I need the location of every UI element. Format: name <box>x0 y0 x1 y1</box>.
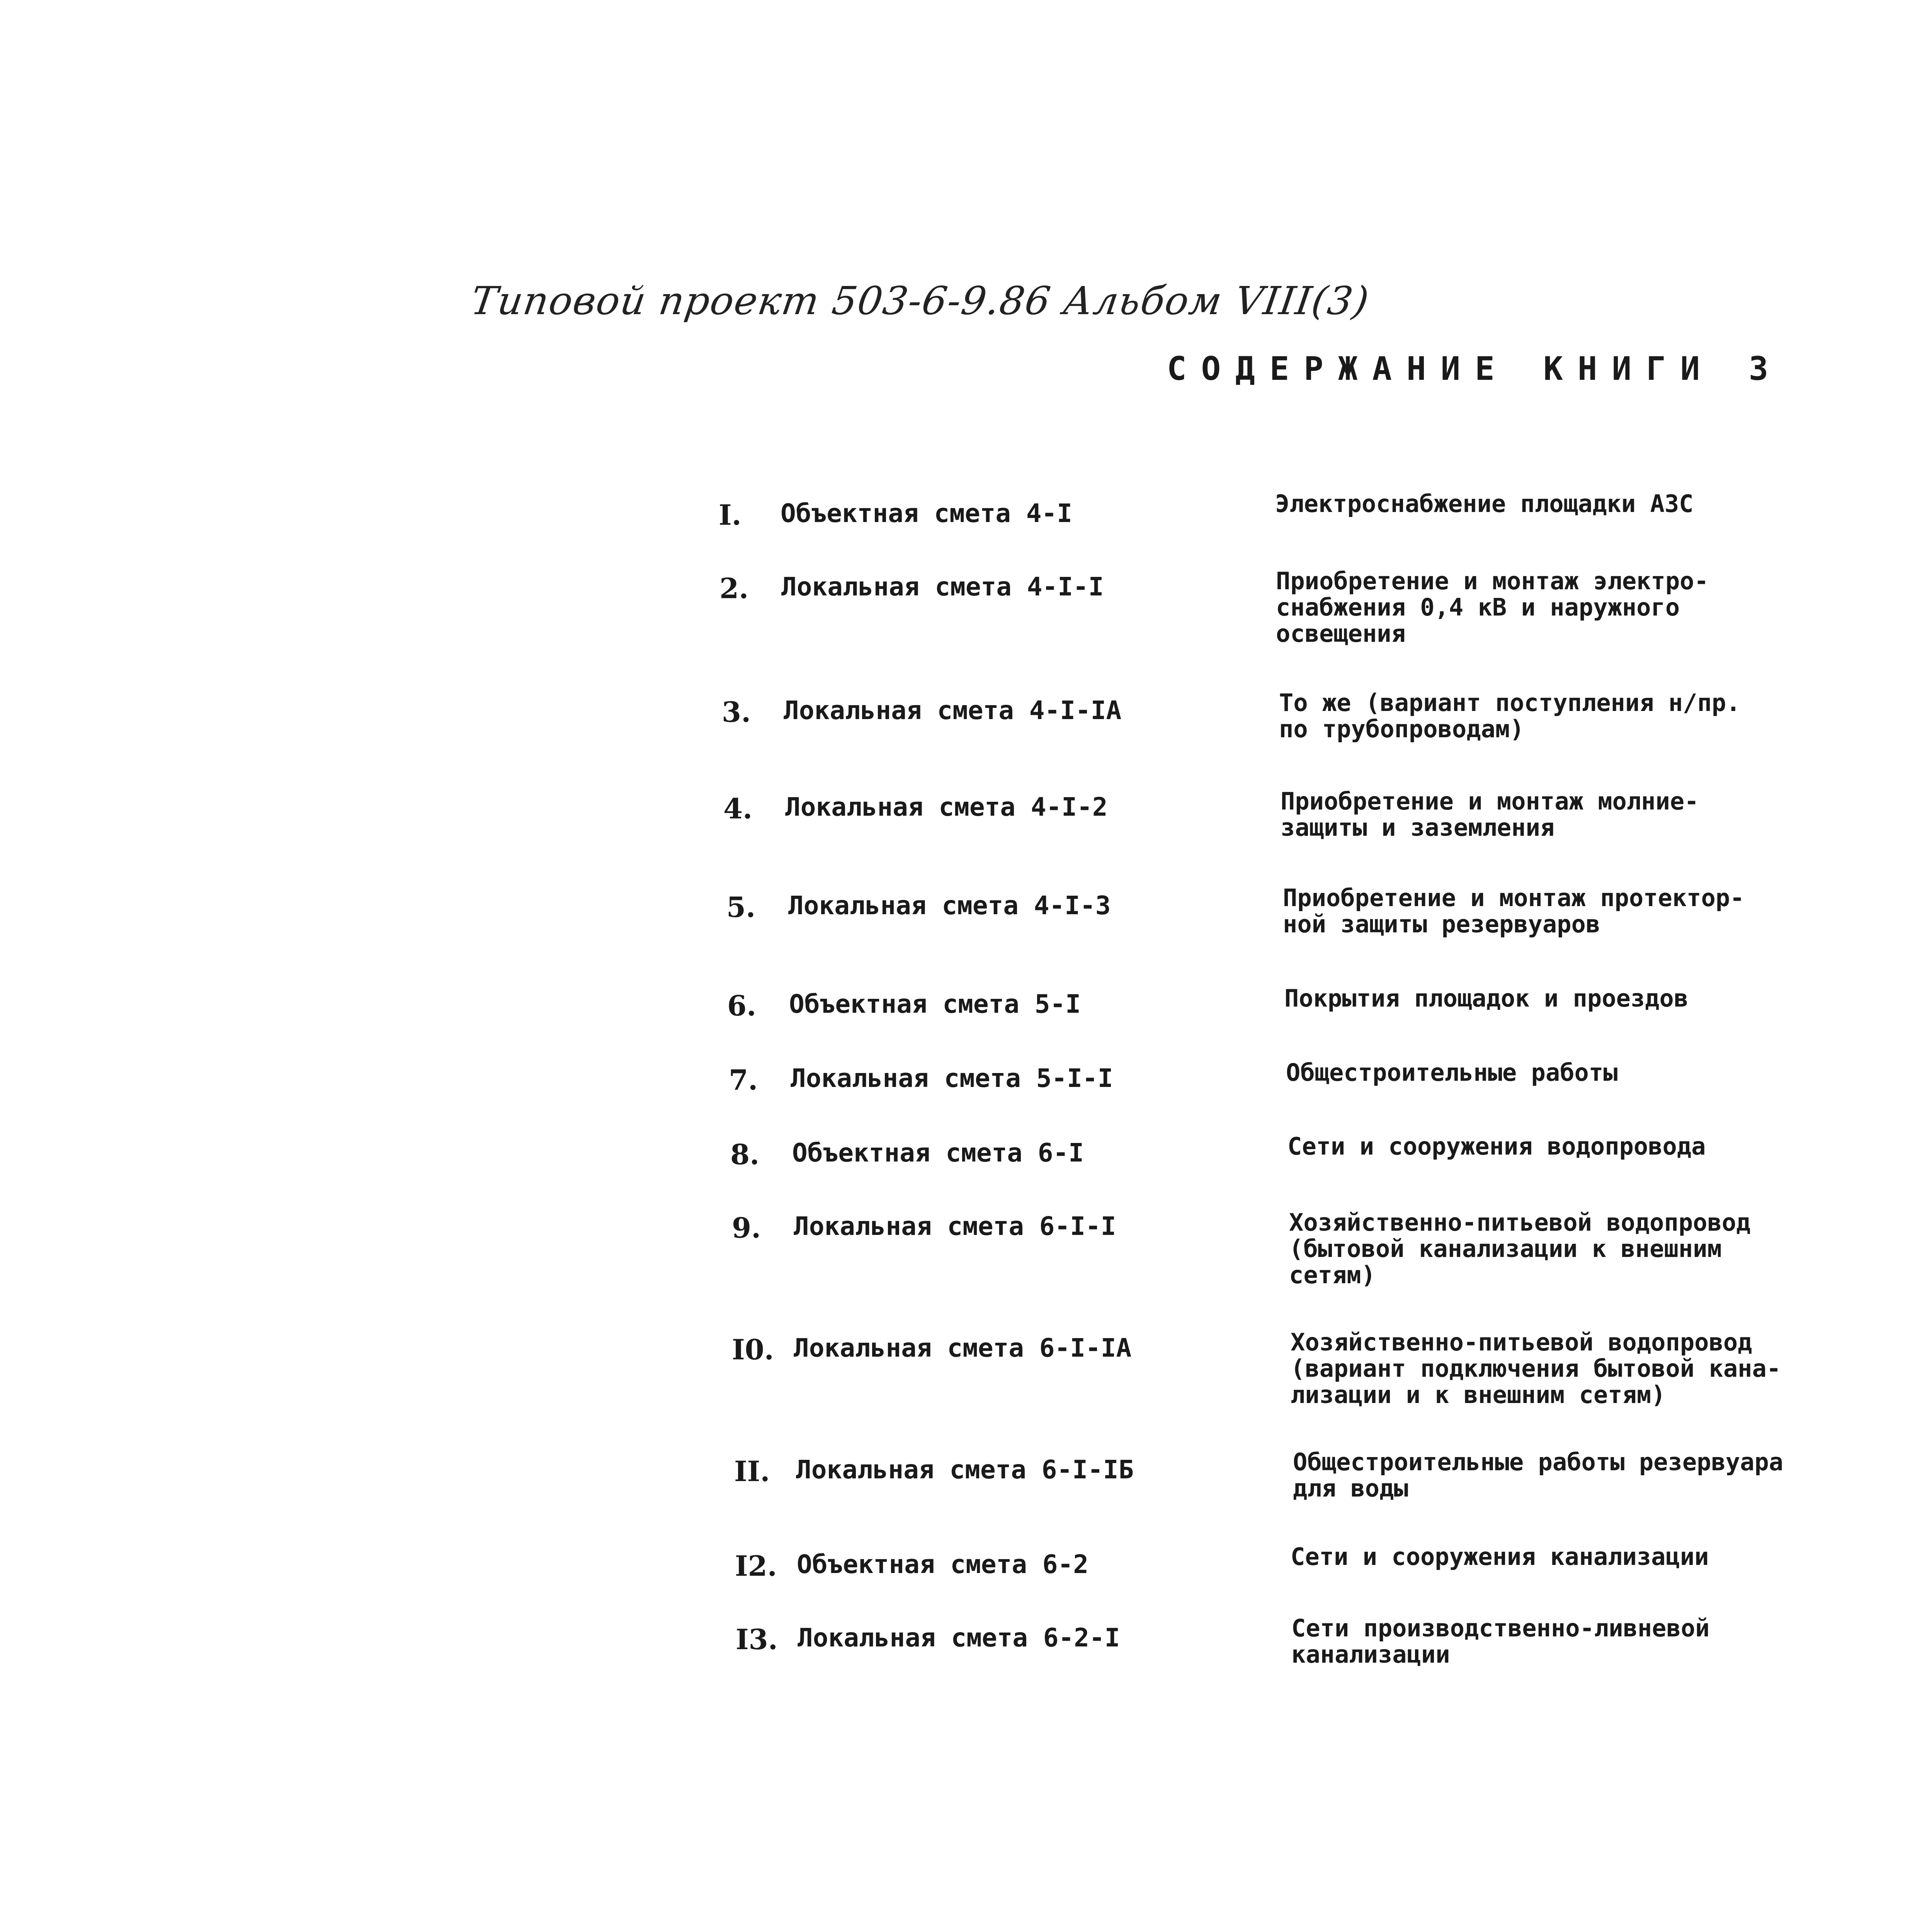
toc-entry <box>0 1328 1932 1409</box>
entry-number: 2. <box>719 572 749 605</box>
entry-description: То же (вариант поступления н/пр. по трубопроводам) <box>1279 689 1741 743</box>
entry-number: 4. <box>723 792 753 825</box>
toc-entry <box>0 1208 1932 1289</box>
entry-number: II. <box>734 1455 770 1488</box>
entry-name: Локальная смета 6-I-IА <box>794 1333 1132 1363</box>
toc-entry <box>0 490 1932 531</box>
entry-number: I0. <box>732 1333 774 1366</box>
entry-description: Сети производственно-ливневой канализации <box>1291 1614 1710 1668</box>
project-header: Типовой проект 503-6-9.86 Альбом VIII(3) <box>468 278 1372 323</box>
entry-name: Локальная смета 6-I-I <box>794 1211 1116 1241</box>
entry-number: I2. <box>735 1549 777 1582</box>
entry-description: Общестроительные работы <box>1286 1058 1618 1087</box>
entry-name: Объектная смета 5-I <box>789 989 1081 1019</box>
entry-number: 7. <box>729 1063 758 1096</box>
entry-description: Электроснабжение площадки АЗС <box>1275 490 1694 518</box>
entry-description: Приобретение и монтаж протектор- ной защиты резервуаров <box>1283 884 1745 938</box>
entry-name: Локальная смета 4-I-I <box>781 572 1104 602</box>
entry-description: Сети и сооружения канализации <box>1291 1543 1709 1571</box>
entry-name: Локальная смета 6-I-IБ <box>796 1455 1134 1485</box>
toc-entry <box>0 984 1932 1022</box>
entry-description: Приобретение и монтаж молние- защиты и заземления <box>1281 787 1699 842</box>
entry-description: Общестроительные работы резервуара для воды <box>1293 1448 1784 1502</box>
entry-number: 9. <box>732 1211 761 1244</box>
toc-entry <box>0 1543 1932 1582</box>
entry-number: I. <box>719 498 742 531</box>
entry-number: 5. <box>726 891 756 923</box>
entry-description: Хозяйственно-питьевой водопровод (бытовой канализации к внешним сетям) <box>1289 1208 1751 1289</box>
entry-name: Локальная смета 4-I-IА <box>784 696 1122 725</box>
entry-name: Локальная смета 6-2-I <box>798 1623 1120 1653</box>
entry-description: Хозяйственно-питьевой водопровод (вариант подключения бытовой кана- лизации и к внешним сетям) <box>1291 1328 1781 1409</box>
entry-description: Сети и сооружения водопровода <box>1287 1132 1706 1160</box>
page-title: СОДЕРЖАНИЕ КНИГИ 3 <box>1167 350 1783 388</box>
entry-name: Объектная смета 4-I <box>781 498 1072 528</box>
entry-number: 8. <box>730 1138 760 1171</box>
toc-entry <box>0 1058 1932 1096</box>
entry-number: 6. <box>727 989 757 1022</box>
entry-number: I3. <box>736 1623 778 1656</box>
toc-entry <box>0 567 1932 648</box>
toc-entry <box>0 787 1932 842</box>
entry-description: Покрытия площадок и проездов <box>1284 984 1689 1012</box>
toc-entry <box>0 1448 1932 1502</box>
entry-name: Локальная смета 5-I-I <box>791 1063 1113 1093</box>
entry-number: 3. <box>722 696 751 728</box>
entry-description: Приобретение и монтаж электро- снабжения 0,4 кВ и наружного освещения <box>1276 567 1709 648</box>
toc-entry <box>0 1614 1932 1668</box>
entry-name: Объектная смета 6-2 <box>797 1549 1088 1579</box>
entry-name: Объектная смета 6-I <box>792 1138 1084 1168</box>
toc-entry <box>0 689 1932 743</box>
entry-name: Локальная смета 4-I-3 <box>788 891 1111 920</box>
entry-name: Локальная смета 4-I-2 <box>785 792 1108 822</box>
toc-entry <box>0 1132 1932 1171</box>
toc-entry <box>0 884 1932 938</box>
